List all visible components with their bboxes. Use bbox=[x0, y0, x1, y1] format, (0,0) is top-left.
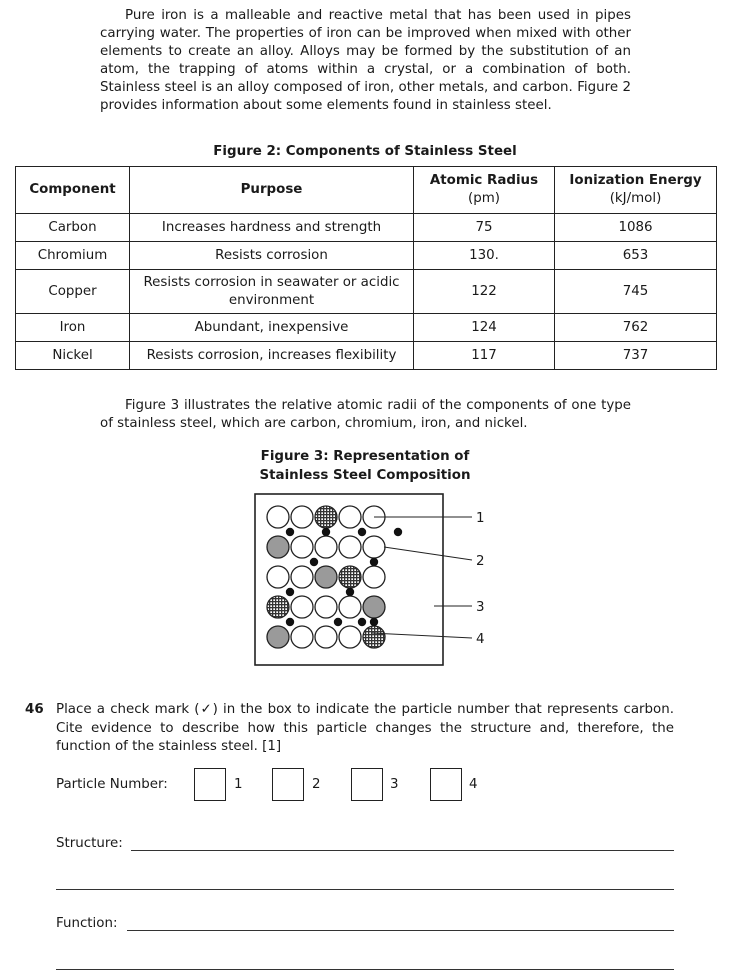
table-header-row bbox=[16, 167, 717, 214]
carbon-atom bbox=[310, 558, 318, 566]
particle-3-checkbox[interactable] bbox=[351, 768, 383, 801]
header-ionization-energy: Ionization Energy (kJ/mol) bbox=[555, 167, 717, 214]
carbon-atom bbox=[286, 618, 294, 626]
cell-energy: 737 bbox=[555, 342, 717, 370]
cell-radius: 117 bbox=[414, 342, 555, 370]
particle-4-checkbox[interactable] bbox=[430, 768, 462, 801]
particle-number-label: Particle Number: bbox=[56, 777, 168, 792]
iron-atom bbox=[315, 596, 337, 618]
carbon-atom bbox=[370, 558, 378, 566]
figure3-title-line2: Stainless Steel Composition bbox=[259, 468, 471, 483]
cell-purpose: Abundant, inexpensive bbox=[130, 314, 414, 342]
cell-radius: 124 bbox=[414, 314, 555, 342]
particle-4-label: 4 bbox=[469, 777, 478, 792]
chromium-atom bbox=[315, 566, 337, 588]
question-text: Place a check mark (✓) in the box to indicate the particle number that represents carbon. Cite evidence to describe how this particle changes the structure and, therefore, the function of the stainless steel. [1] bbox=[56, 702, 674, 754]
cell-purpose: Increases hardness and strength bbox=[130, 214, 414, 242]
function-answer-line-1[interactable] bbox=[127, 930, 674, 931]
iron-atom bbox=[291, 536, 313, 558]
table-row bbox=[16, 314, 717, 342]
iron-atom bbox=[339, 536, 361, 558]
iron-atom bbox=[363, 536, 385, 558]
cell-component: Chromium bbox=[16, 242, 130, 270]
particle-4-diagram-label: 4 bbox=[476, 632, 485, 647]
carbon-atom bbox=[286, 528, 294, 536]
carbon-atom bbox=[346, 588, 354, 596]
header-atomic-radius: Atomic Radius (pm) bbox=[414, 167, 555, 214]
table-row bbox=[16, 242, 717, 270]
figure3-title-line1: Figure 3: Representation of bbox=[260, 449, 470, 464]
cell-energy: 1086 bbox=[555, 214, 717, 242]
carbon-atom bbox=[286, 588, 294, 596]
carbon-atom bbox=[322, 528, 330, 536]
particle-1-checkbox[interactable] bbox=[194, 768, 226, 801]
particle-2-diagram-label: 2 bbox=[476, 554, 485, 569]
iron-atom bbox=[267, 566, 289, 588]
nickel-atom bbox=[315, 506, 337, 528]
header-purpose: Purpose bbox=[130, 167, 414, 214]
iron-atom bbox=[267, 506, 289, 528]
structure-answer-line-1[interactable] bbox=[131, 850, 674, 851]
cell-energy: 745 bbox=[555, 270, 717, 314]
cell-radius: 130. bbox=[414, 242, 555, 270]
iron-atom bbox=[291, 626, 313, 648]
particle-3-label: 3 bbox=[390, 777, 399, 792]
iron-atom bbox=[291, 596, 313, 618]
structure-answer-line-2[interactable] bbox=[56, 889, 674, 890]
cell-purpose: Resists corrosion, increases flexibility bbox=[130, 342, 414, 370]
carbon-atom bbox=[358, 618, 366, 626]
iron-atom bbox=[339, 596, 361, 618]
particle-1-label: 1 bbox=[234, 777, 243, 792]
iron-atom bbox=[339, 506, 361, 528]
cell-component: Carbon bbox=[16, 214, 130, 242]
iron-atom bbox=[339, 626, 361, 648]
iron-atom bbox=[291, 506, 313, 528]
function-label: Function: bbox=[56, 916, 118, 931]
function-answer-line-2[interactable] bbox=[56, 969, 674, 970]
nickel-atom bbox=[363, 626, 385, 648]
carbon-atom bbox=[358, 528, 366, 536]
carbon-atom bbox=[370, 618, 378, 626]
carbon-atom bbox=[394, 528, 402, 536]
particle-2-checkbox[interactable] bbox=[272, 768, 304, 801]
carbon-atom bbox=[334, 618, 342, 626]
cell-energy: 762 bbox=[555, 314, 717, 342]
iron-atom bbox=[291, 566, 313, 588]
iron-atom bbox=[315, 536, 337, 558]
nickel-atom bbox=[339, 566, 361, 588]
intro-paragraph: Pure iron is a malleable and reactive metal that has been used in pipes carrying water. The properties of iron can be improved when mixed with other elements to create an alloy. Alloys may be formed by the substitution of an atom, the trapping of atoms within a crystal, or a combination of both. Stainless steel is an alloy composed of iron, other metals, and carbon. Figure 2 provides information about some elements found in stainless steel. bbox=[100, 8, 631, 113]
cell-purpose: Resists corrosion bbox=[130, 242, 414, 270]
cell-component: Copper bbox=[16, 270, 130, 314]
stainless-steel-diagram bbox=[254, 493, 494, 668]
iron-atom bbox=[363, 566, 385, 588]
cell-radius: 122 bbox=[414, 270, 555, 314]
table-row bbox=[16, 270, 717, 314]
structure-label: Structure: bbox=[56, 836, 123, 851]
iron-atom bbox=[315, 626, 337, 648]
particle-3-diagram-label: 3 bbox=[476, 600, 485, 615]
figure2-title: Figure 2: Components of Stainless Steel bbox=[213, 144, 517, 159]
chromium-atom bbox=[267, 536, 289, 558]
question-number: 46 bbox=[25, 702, 44, 717]
nickel-atom bbox=[267, 596, 289, 618]
cell-component: Nickel bbox=[16, 342, 130, 370]
cell-component: Iron bbox=[16, 314, 130, 342]
components-table bbox=[15, 166, 717, 370]
header-component: Component bbox=[16, 167, 130, 214]
chromium-atom bbox=[363, 596, 385, 618]
table-row bbox=[16, 214, 717, 242]
cell-energy: 653 bbox=[555, 242, 717, 270]
particle-2-label: 2 bbox=[312, 777, 321, 792]
cell-radius: 75 bbox=[414, 214, 555, 242]
chromium-atom bbox=[267, 626, 289, 648]
figure3-paragraph: Figure 3 illustrates the relative atomic radii of the components of one type of stainless steel, which are carbon, chromium, iron, and nickel. bbox=[100, 398, 631, 431]
cell-purpose: Resists corrosion in seawater or acidic environment bbox=[130, 270, 414, 314]
table-row bbox=[16, 342, 717, 370]
particle-1-diagram-label: 1 bbox=[476, 511, 485, 526]
